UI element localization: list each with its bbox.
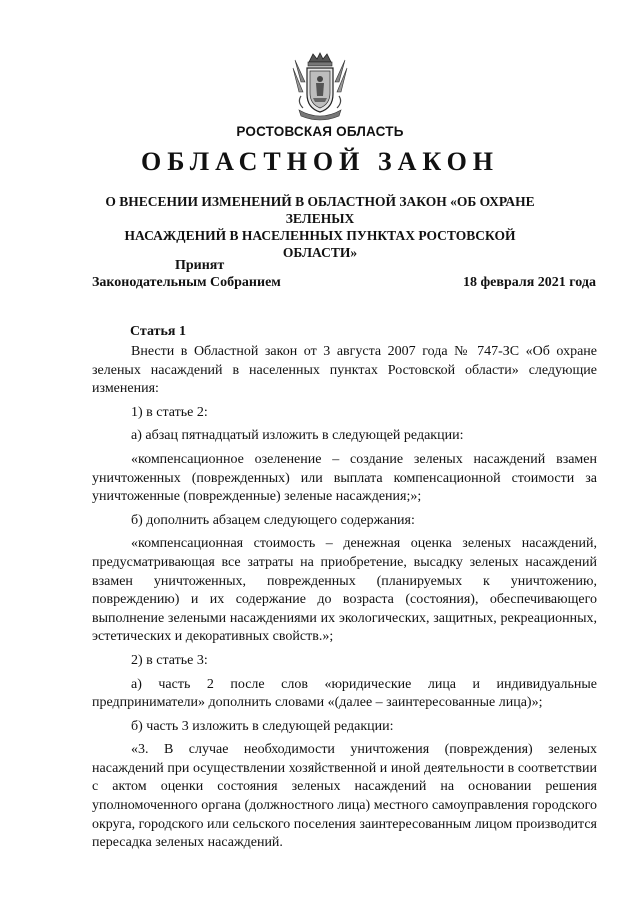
region-name: РОСТОВСКАЯ ОБЛАСТЬ [236, 124, 404, 139]
subtitle-line: НАСАЖДЕНИЙ В НАСЕЛЕННЫХ ПУНКТАХ РОСТОВСКОЙ ОБЛАСТИ» [124, 228, 516, 260]
paragraph: 1) в статье 2: [131, 404, 208, 420]
adopted-by-label: Законодательным Собранием [92, 275, 281, 290]
paragraph: Внести в Областной закон от 3 августа 2007 года № 747-ЗС «Об охране зеленых насаждений в населенных пунктах Ростовской области» следующие изменения: [92, 344, 597, 397]
paragraph: б) часть 3 изложить в следующей редакции: [131, 718, 394, 734]
coat-of-arms-icon [291, 52, 349, 122]
paragraph: «компенсационное озеленение – создание зеленых насаждений взамен уничтоженных (поврежденных) или выплата компенсационной стоимости за уничтоженные (поврежденные) зеленые насаждения;»; [92, 451, 597, 505]
paragraph: 2) в статье 3: [131, 652, 208, 668]
paragraph: «компенсационная стоимость – денежная оценка зеленых насаждений, предусматривающая все затраты на приобретение, высадку зеленых насаждений взамен уничтоженных, поврежденных (планируемых к уничтожению, повреждению) и их содержание до возраста (состояния), обеспечивающего выполнение зелеными насаждениями их экологических, защитных, рекреационных, эстетических и декоративных свойств.»; [92, 536, 597, 645]
law-type-title: ОБЛАСТНОЙ ЗАКОН [140, 147, 500, 176]
paragraph: б) дополнить абзацем следующего содержания: [131, 512, 415, 528]
adopted-label: Принят [175, 258, 225, 273]
law-subtitle [90, 193, 550, 261]
article-body [92, 343, 597, 858]
paragraph: «3. В случае необходимости уничтожения (повреждения) зеленых насаждений при осуществлении хозяйственной и иной деятельности в соответствии с актом оценки состояния зеленых насаждений на основании решения уполномоченного органа (должностного лица) местного самоуправления городского округа, городского или сельского поселения заинтересованным лицом производится пересадка зеленых насаждений. [92, 742, 597, 851]
paragraph: а) абзац пятнадцатый изложить в следующей редакции: [131, 428, 464, 444]
article-heading: Статья 1 [130, 324, 186, 339]
paragraph: а) часть 2 после слов «юридические лица и индивидуальные предприниматели» дополнить словами «(далее – заинтересованные лица)»; [92, 676, 597, 711]
subtitle-line: О ВНЕСЕНИИ ИЗМЕНЕНИЙ В ОБЛАСТНОЙ ЗАКОН «ОБ ОХРАНЕ ЗЕЛЕНЫХ [105, 194, 535, 226]
adoption-date: 18 февраля 2021 года [463, 275, 596, 290]
